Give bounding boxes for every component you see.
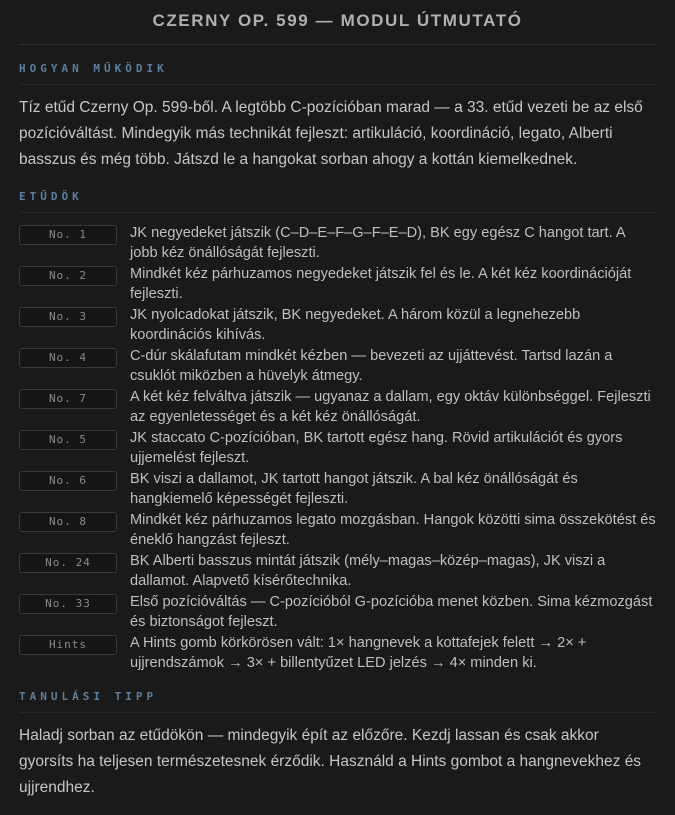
etude-row	[19, 551, 656, 591]
etude-row	[19, 223, 656, 263]
etude-description: BK Alberti basszus mintát játszik (mély–magas–közép–magas), JK viszi a dallamot. Alapvető kísérőtechnika.	[130, 553, 606, 589]
etude-description: JK staccato C-pozícióban, BK tartott egész hang. Rövid artikulációt és gyors ujjemelést fejleszt.	[130, 430, 623, 466]
etude-row	[19, 346, 656, 386]
etude-number-badge: No. 3	[19, 307, 117, 327]
etude-row	[19, 510, 656, 550]
etude-number-badge: No. 7	[19, 389, 117, 409]
learning-tip-paragraph: Haladj sorban az etűdökön — mindegyik épít az előzőre. Kezdj lassan és csak akkor gyorsíts ha teljesen természetesnek érződik. Használd a Hints gombot a hangnevekhez és ujjrendhez.	[19, 727, 642, 796]
etude-description: C-dúr skálafutam mindkét kézben — bevezeti az ujjáttevést. Tartsd lazán a csuklót miközben a hüvelyk átmegy.	[130, 348, 613, 384]
etude-description: JK nyolcadokat játszik, BK negyedeket. A három közül a legnehezebb koordinációs kihívás.	[130, 307, 581, 343]
section-heading-etudes: ETŰDÖK	[19, 190, 656, 213]
etude-number-badge: No. 8	[19, 512, 117, 532]
title-divider	[19, 44, 656, 45]
etude-row	[19, 387, 656, 427]
etude-row	[19, 428, 656, 468]
etude-description: BK viszi a dallamot, JK tartott hangot játszik. A bal kéz önállóságát és hangkiemelő képességét fejleszti.	[130, 471, 578, 507]
etude-row	[19, 305, 656, 345]
etude-list	[19, 223, 656, 673]
etude-description: Mindkét kéz párhuzamos legato mozgásban. Hangok közötti sima összekötést és éneklő hangzást fejleszt.	[130, 512, 656, 548]
etude-description: JK negyedeket játszik (C–D–E–F–G–F–E–D), BK egy egész C hangot tart. A jobb kéz önállóságát fejleszti.	[130, 225, 625, 261]
etude-number-badge: No. 1	[19, 225, 117, 245]
section-heading-how-it-works: HOGYAN MŰKÖDIK	[19, 62, 656, 85]
etude-description: Mindkét kéz párhuzamos negyedeket játszik fel és le. A két kéz koordinációját fejleszti.	[130, 266, 632, 302]
etude-row	[19, 633, 656, 673]
hints-badge: Hints	[19, 635, 117, 655]
etude-description: Első pozícióváltás — C-pozícióból G-pozícióba menet közben. Sima kézmozgást és biztonságot fejleszt.	[130, 594, 653, 630]
etude-number-badge: No. 33	[19, 594, 117, 614]
etude-number-badge: No. 6	[19, 471, 117, 491]
section-heading-learning-tip: TANULÁSI TIPP	[19, 690, 656, 713]
etude-number-badge: No. 4	[19, 348, 117, 368]
etude-row	[19, 592, 656, 632]
etude-number-badge: No. 5	[19, 430, 117, 450]
etude-number-badge: No. 24	[19, 553, 117, 573]
etude-number-badge: No. 2	[19, 266, 117, 286]
etude-description: A két kéz felváltva játszik — ugyanaz a dallam, egy oktáv különbséggel. Fejleszti az egyenletességet és a két kéz önállóságát.	[130, 389, 651, 425]
etude-row	[19, 264, 656, 304]
page-title: CZERNY OP. 599 — MODUL ÚTMUTATÓ	[152, 11, 523, 30]
etude-row	[19, 469, 656, 509]
how-it-works-paragraph: Tíz etűd Czerny Op. 599-ből. A legtöbb C-pozícióban marad — a 33. etűd vezeti be az első pozícióváltást. Mindegyik más technikát fejleszt: artikuláció, koordináció, legato, Alberti basszus és még több. Játszd le a hangokat sorban ahogy a kottán kiemelkednek.	[19, 99, 643, 168]
etude-description: A Hints gomb körkörösen vált: 1× hangnevek a kottafejek felett → 2× + ujjrendszámok → 3× + billentyűzet LED jelzés → 4× minden ki.	[130, 635, 587, 671]
